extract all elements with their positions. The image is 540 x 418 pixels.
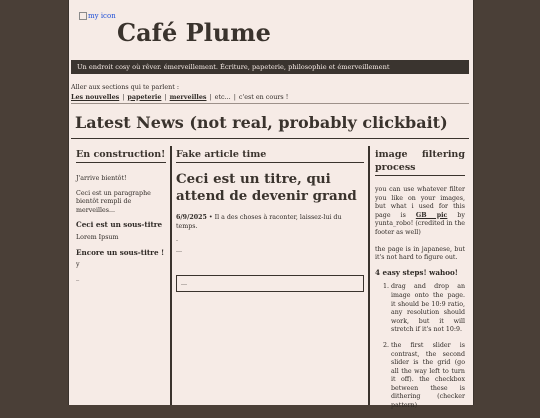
article-comment-box[interactable]: ... — [176, 275, 364, 292]
left-paragraph-2: Ceci est un paragraphe bientôt rempli de merveilles... — [76, 189, 151, 214]
page-headline: Latest News (not real, probably clickbait) — [75, 113, 448, 132]
left-paragraph-1: J'arrive bientôt! — [76, 175, 127, 182]
right-paragraph-2: the page is in japanese, but it's not hard to figure out. — [375, 245, 465, 262]
section-nav: Aller aux sections qui te parlent : Les nouvelles | papeterie | merveilles | etc... | c'est en cours ! — [71, 83, 467, 102]
article-meta-text: Il a des choses à raconter, laissez-lui du temps. — [176, 214, 342, 230]
left-column — [76, 148, 166, 282]
article-meta: 6/9/2025 • Il a des choses à raconter, laissez-lui du temps. — [176, 214, 342, 230]
right-column — [375, 148, 465, 418]
nav-divider — [71, 103, 469, 104]
article-title: Ceci est un titre, qui attend de devenir grand — [176, 171, 357, 204]
right-title-rule — [375, 175, 465, 176]
nav-link-merveilles[interactable]: merveilles — [169, 92, 207, 101]
logo-image — [79, 12, 116, 20]
nav-intro: Aller aux sections qui te parlent : — [71, 83, 179, 91]
nav-item-en-cours: c'est en cours ! — [238, 92, 289, 101]
middle-title-rule — [176, 162, 364, 163]
right-intro: you can use whatever filter you like on your images, but what i used for this page is GB pic by yunta_robo! (credited in the footer as well) — [375, 186, 465, 236]
nav-link-nouvelles[interactable]: Les nouvelles — [71, 92, 120, 101]
article-dot: . — [176, 236, 179, 244]
article-date: 6/9/2025 — [176, 214, 207, 221]
brand-row — [79, 12, 469, 52]
site-title: Café Plume — [117, 18, 271, 47]
article-ellipsis: ... — [176, 246, 183, 254]
left-subtitle-1: Ceci est un sous-titre — [76, 220, 163, 230]
page-container — [68, 0, 474, 410]
column-divider-right — [368, 146, 370, 405]
left-subtitle-2: Encore un sous-titre ! — [76, 247, 165, 257]
left-paragraph-5: _ — [76, 273, 80, 281]
step-2: 2. the first slider is contrast, the second slider is the grid (go all the way left to turn it off). the checkbox between these is dithering (checker pattern) — [391, 342, 465, 411]
headline-divider — [71, 138, 469, 139]
broken-image-icon — [79, 12, 87, 20]
steps-title: 4 easy steps! wahoo! — [375, 267, 458, 277]
tagline-bar: Un endroit cosy où rêver. émerveillement. Écriture, papeterie, philosophie et émerveillement — [71, 60, 469, 74]
step-1: 1. drag and drop an image onto the page. it should be 10:9 ratio, any resolution should work, but it will stretch if it's not 10:9. — [391, 283, 465, 335]
logo-alt-text: my icon — [88, 12, 116, 20]
right-column-title: image filtering process — [375, 149, 465, 173]
gb-pic-link[interactable]: GB pic — [415, 211, 448, 219]
left-title-rule — [76, 162, 166, 163]
left-paragraph-3: Lorem Ipsum — [76, 233, 119, 241]
middle-column — [176, 148, 364, 255]
middle-column-title: Fake article time — [176, 149, 267, 160]
nav-link-papeterie[interactable]: papeterie — [127, 92, 162, 101]
left-paragraph-4: y — [76, 261, 80, 269]
column-divider-left — [170, 146, 172, 405]
nav-item-etc: etc... — [214, 92, 231, 101]
left-column-title: En construction! — [76, 149, 166, 160]
steps-list — [375, 283, 465, 410]
